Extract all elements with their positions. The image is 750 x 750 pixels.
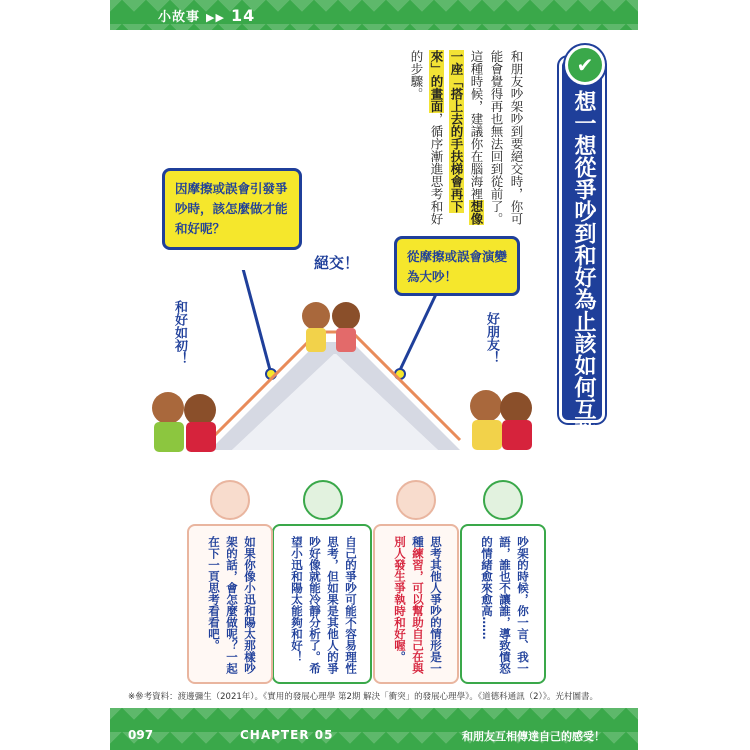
boy-top-left-body bbox=[306, 328, 326, 352]
intro-text bbox=[406, 50, 526, 230]
boy-bottom-right-a-body bbox=[472, 420, 502, 450]
intro-line-4: 一座「搭上去的手扶梯會再下 bbox=[449, 50, 464, 213]
boy-bottom-left-b-body bbox=[186, 422, 216, 452]
boy-bottom-right-a bbox=[470, 390, 502, 422]
boy-avatar-icon bbox=[483, 480, 523, 520]
boy-bottom-left-a bbox=[152, 392, 184, 424]
card-4 bbox=[187, 524, 273, 684]
card-2-text bbox=[391, 536, 445, 678]
sloth-avatar-icon bbox=[210, 480, 250, 520]
intro-line-2: 能會覺得再也無法回到從前了。 bbox=[489, 50, 504, 225]
intro-line-3a: 這種時候，建議你在腦海裡 bbox=[469, 50, 484, 200]
card-1-text: 吵架的時候，你一言、我一語，誰也不讓誰，導致憤怒的情緒愈來愈高…… bbox=[480, 536, 530, 674]
boy-bottom-left-a-body bbox=[154, 422, 184, 452]
bubble-question: 因摩擦或誤會引發爭吵時，該怎麼做才能和好呢？ bbox=[162, 168, 302, 250]
header-band bbox=[110, 0, 638, 30]
page-title: 想一想從爭吵到和好為止該如何互動？ bbox=[571, 90, 596, 464]
card-2-text-a: 思考其他人爭吵的情形是一種 bbox=[411, 536, 443, 674]
card-1 bbox=[460, 524, 546, 684]
check-icon: ✔ bbox=[565, 45, 605, 85]
boy-top-right-body bbox=[336, 328, 356, 352]
intro-line-5b: ，循序漸進思考和好 bbox=[429, 112, 444, 225]
reconcile-label: 和好如初！ bbox=[172, 300, 187, 365]
book-page bbox=[110, 0, 638, 750]
section-number: 14 bbox=[230, 6, 256, 25]
card-2-text-c: 。 bbox=[393, 651, 407, 663]
intro-line-5a: 來」的畫面 bbox=[429, 50, 444, 113]
intro-line-3b: 想像 bbox=[469, 200, 484, 225]
intro-line-6: 的步驟。 bbox=[409, 50, 424, 100]
boy-avatar-icon bbox=[303, 480, 343, 520]
boy-bottom-right-b bbox=[500, 392, 532, 424]
break-up-label: 絕交！ bbox=[314, 254, 360, 272]
boy-top-right bbox=[332, 302, 360, 330]
card-3 bbox=[272, 524, 372, 684]
card-3-text: 自己的爭吵可能不容易理性思考，但如果是其他人的爭吵好像就能冷靜分析了。希望小迅和陽太能夠和好！ bbox=[290, 536, 358, 674]
bubble-pointer-left bbox=[238, 270, 270, 370]
card-2-text-b: 練習，可以幫助自己在與別人發生爭執時和好喔 bbox=[393, 536, 425, 674]
card-4-text: 如果你像小迅和陽太那樣吵架的話，會怎麼做呢？一起在下一頁思考看看吧。 bbox=[207, 536, 257, 674]
chapter-label: CHAPTER 05 bbox=[240, 728, 334, 742]
section-label: 小故事 bbox=[158, 10, 201, 25]
boy-top-left bbox=[302, 302, 330, 330]
footer-title: 和朋友互相傳達自己的感受！ bbox=[462, 730, 605, 743]
intro-line-1: 和朋友吵架吵到要絕交時，你可 bbox=[509, 50, 524, 225]
escalator-illustration bbox=[138, 270, 558, 470]
friends-label: 好朋友！ bbox=[484, 312, 499, 364]
reference-note: ※參考資料：渡邊彌生（2021年）。《實用的發展心理學 第2期 解決「衝突」的發展心理學》。《道德科通訊（2）》。光村圖書。 bbox=[128, 692, 598, 702]
double-arrow-icon: ▶▶ bbox=[206, 11, 225, 24]
bubble-escalate: 從摩擦或誤會演變為大吵！ bbox=[394, 236, 520, 296]
sloth-avatar-icon bbox=[396, 480, 436, 520]
boy-bottom-left-b bbox=[184, 394, 216, 426]
card-2 bbox=[373, 524, 459, 684]
page-number: 097 bbox=[128, 728, 154, 742]
footer-band bbox=[110, 708, 638, 750]
section-tag bbox=[158, 6, 255, 25]
boy-bottom-right-b-body bbox=[502, 420, 532, 450]
bubble-pointer-right bbox=[400, 290, 438, 370]
